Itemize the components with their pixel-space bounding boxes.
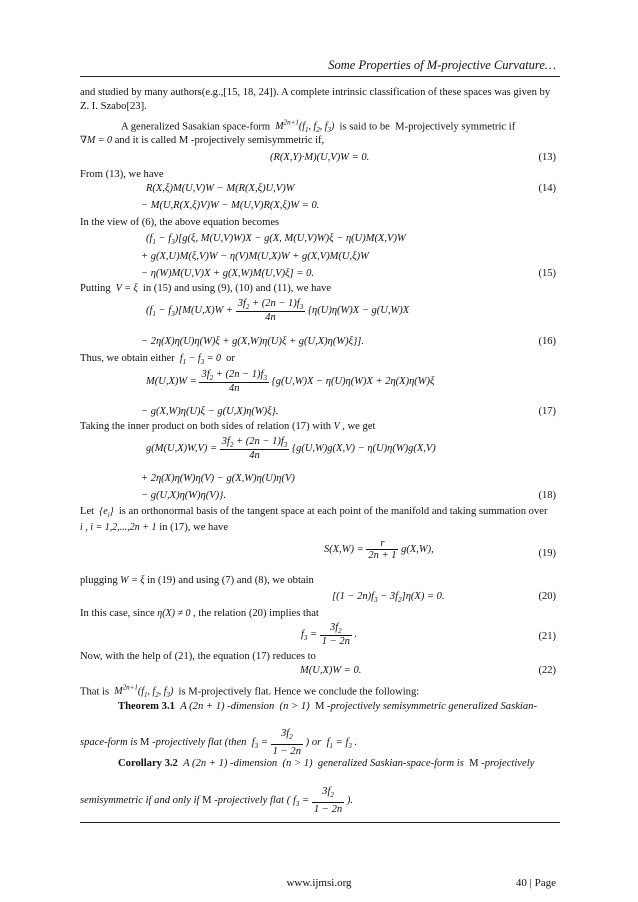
footer-rule	[80, 822, 560, 823]
equation-number: (21)	[538, 631, 556, 642]
equation-number: (19)	[538, 548, 556, 559]
equation-17-line2: − g(X,W)η(U)ξ − g(U,X)η(W)ξ}.	[141, 406, 279, 417]
equation-14-line1: R(X,ξ)M(U,V)W − M(R(X,ξ)U,V)W	[146, 183, 295, 194]
body-line: From (13), we have	[80, 169, 164, 180]
body-line: Z. I. Szabo[23].	[80, 101, 147, 112]
equation-18-line1: g(M(U,X)W,V) = $\frac{3f_2 + (2n - 1)f_3}{4n}$ {g(U,W)g(X,V) − η(U)η(W)g(X,V)	[146, 436, 436, 462]
equation-20: $[(1 - 2n)f_3 - 3f_2]\eta(X) = 0$.	[332, 591, 445, 605]
equation-number: (16)	[538, 336, 556, 347]
equation-15-line2: + g(X,U)M(ξ,V)W − η(V)M(U,X)W + g(X,V)M(U,ξ)W	[141, 251, 369, 262]
equation-13: (R(X,Y)·M)(U,V)W = 0.	[270, 152, 370, 163]
body-line: Now, with the help of (21), the equation (17) reduces to	[80, 651, 316, 662]
equation-14-line2: − M(U,R(X,ξ)V)W − M(U,V)R(X,ξ)W = 0.	[141, 200, 320, 211]
equation-number: (17)	[538, 406, 556, 417]
equation-number: (13)	[538, 152, 556, 163]
equation-15-line1: $(f_1 - f_3)[g(\xi$, M(U,V)W)X − g(X, M(U,V)W)ξ − η(U)M(X,V)W	[146, 233, 406, 247]
equation-16-line2: − 2η(X)η(U)η(W)ξ + g(X,W)η(U)ξ + g(U,X)η(W)ξ}].	[141, 336, 365, 347]
equation-17-line1: M(U,X)W = $\frac{3f_2 + (2n - 1)f_3}{4n}$ {g(U,W)X − η(U)η(W)X + 2η(X)η(W)ξ	[146, 369, 435, 395]
equation-22: M(U,X)W = 0.	[300, 665, 362, 676]
equation-18-line2: + 2η(X)η(W)η(V) − g(X,W)η(U)η(V)	[141, 473, 295, 484]
footer-url: www.ijmsi.org	[286, 877, 352, 889]
body-line: Taking the inner product on both sides of relation (17) with V , we get	[80, 421, 376, 432]
equation-number: (20)	[538, 591, 556, 602]
equation-number: (14)	[538, 183, 556, 194]
body-line: Thus, we obtain either $f_1 - f_3 = 0$ or	[80, 353, 235, 366]
equation-number: (22)	[538, 665, 556, 676]
body-line: A generalized Sasakian space-form $M^{2n+1}(f_1$, $f_2$, $f_3$) is said to be M-projectively symmetric if	[121, 119, 516, 135]
body-line: Putting V = ξ in (15) and using (9), (10) and (11), we have	[80, 283, 332, 294]
math-inline: $M^{2n+1}(f_1$, $f_2$, $f_3$)	[272, 119, 337, 135]
body-line: ∇M = 0 and it is called M -projectively semisymmetric if,	[80, 135, 325, 146]
body-line: and studied by many authors(e.g.,[15, 18, 24]). A complete intrinsic classification of these spaces was given by	[80, 87, 551, 98]
math-inline: ∇M = 0	[80, 135, 113, 146]
corollary-line1: Corollary 3.2 A (2n + 1) -dimension (n > 1) generalized Saskian-space-form is M -projectively	[118, 758, 535, 769]
header-rule	[80, 76, 560, 77]
equation-18-line3: − g(U,X)η(W)η(V)}.	[141, 490, 226, 501]
body-line: i , i = 1,2,...,2n + 1 in (17), we have	[80, 522, 229, 533]
equation-19: S(X,W) = $\frac{r}{2n + 1}$ g(X,W),	[324, 538, 434, 561]
body-line: Let $\{e_i\}$ is an orthonormal basis of the tangent space at each point of the manifold and taking summation over	[80, 506, 548, 519]
equation-21: $f_3$ = $\frac{3f_2}{1 - 2n}$ .	[301, 622, 358, 648]
page-number: 40 | Page	[515, 877, 556, 889]
body-line: That is $M^{2n+1}(f_1$, $f_2$, $f_3$) is M-projectively flat. Hence we conclude the following:	[80, 684, 420, 700]
theorem-line1: Theorem 3.1 A (2n + 1) -dimension (n > 1) M -projectively semisymmetric generalized Saskian-	[118, 701, 537, 712]
theorem-line2: space-form is M -projectively flat (then $f_3$ = $\frac{3f_2}{1 - 2n}$ ) or $f_1 = f_3$ .	[80, 728, 358, 758]
equation-15-line3: − η(W)M(U,V)X + g(X,W)M(U,V)ξ] = 0.	[141, 268, 314, 279]
body-line: plugging W = ξ in (19) and using (7) and (8), we obtain	[80, 575, 314, 586]
equation-number: (18)	[538, 490, 556, 501]
corollary-line2: semisymmetric if and only if M -projectively flat ( $f_3$ = $\frac{3f_2}{1 - 2n}$ ).	[80, 786, 354, 816]
body-line: In this case, since η(X) ≠ 0 , the relation (20) implies that	[80, 608, 319, 619]
running-header: Some Properties of M-projective Curvature…	[328, 58, 556, 72]
body-line: In the view of (6), the above equation becomes	[80, 217, 280, 228]
equation-16-line1: $(f_1 - f_3)[M(U,X)W$ + $\frac{3f_2 + (2n - 1)f_3}{4n}$ {η(U)η(W)X − g(U,W)X	[146, 298, 410, 324]
equation-number: (15)	[538, 268, 556, 279]
